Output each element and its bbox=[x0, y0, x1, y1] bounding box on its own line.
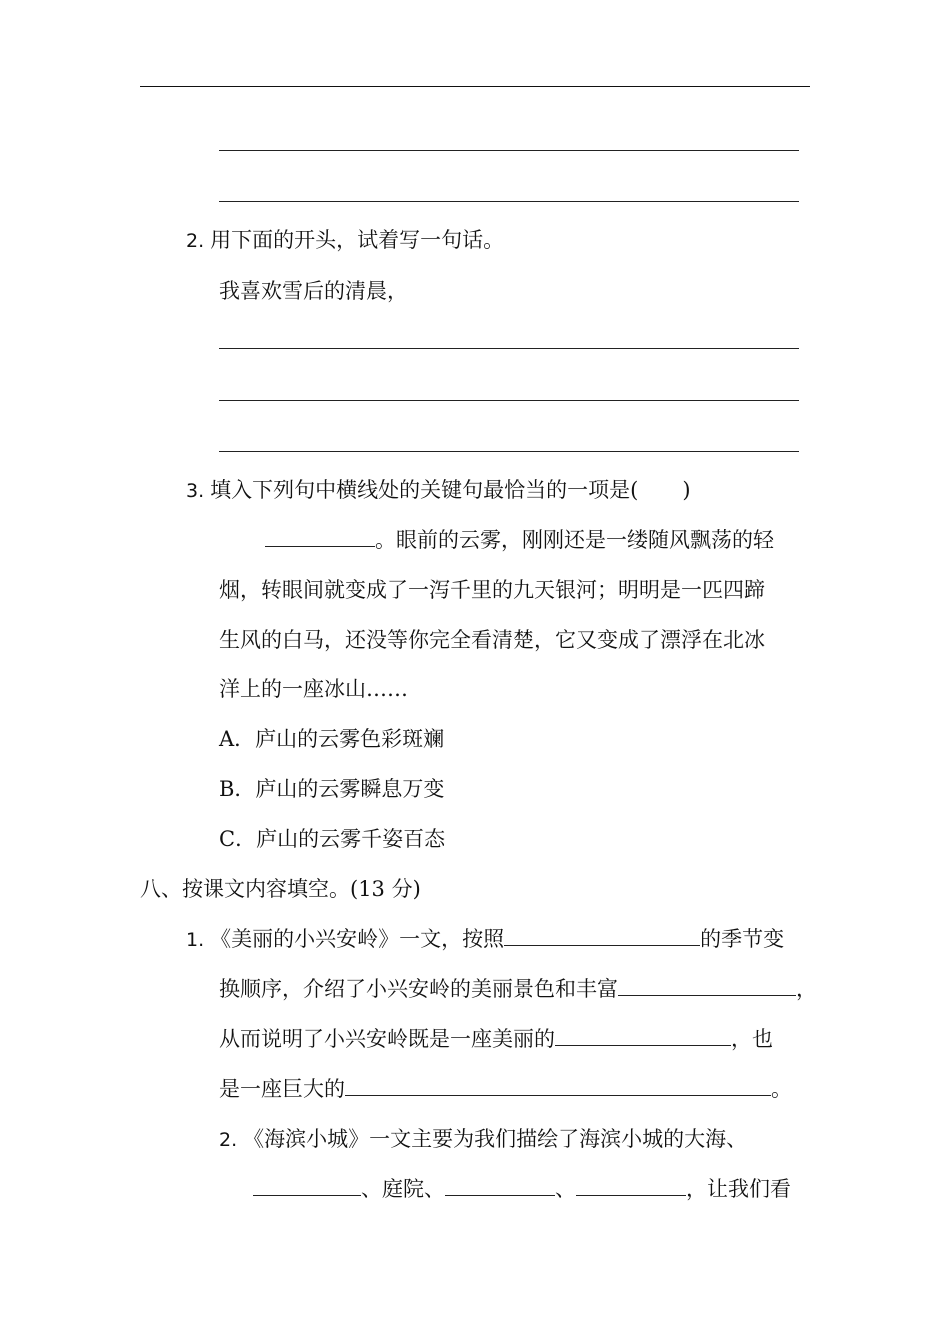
option-b[interactable]: B．庐山的云雾瞬息万变 bbox=[219, 777, 445, 801]
passage-text: 。眼前的云雾，刚刚还是一缕随风飘荡的轻 bbox=[375, 528, 774, 552]
fill-blank[interactable] bbox=[576, 1175, 686, 1196]
item-1-line-2 bbox=[219, 975, 817, 1003]
item-1-line-4 bbox=[219, 1075, 792, 1103]
item-text: 换顺序，介绍了小兴安岭的美丽景色和丰富 bbox=[219, 977, 618, 1001]
fill-blank[interactable] bbox=[618, 975, 796, 996]
passage-line: 生风的白马，还没等你完全看清楚，它又变成了漂浮在北冰 bbox=[219, 628, 765, 652]
question-number: 2. bbox=[219, 1129, 238, 1151]
item-1-line-3 bbox=[219, 1025, 773, 1053]
passage-line: 烟，转眼间就变成了一泻千里的九天银河；明明是一匹四蹄 bbox=[219, 578, 765, 602]
paren-close: ) bbox=[682, 478, 691, 502]
item-text: 《美丽的小兴安岭》一文，按照 bbox=[210, 927, 505, 951]
passage-line: 洋上的一座冰山…… bbox=[219, 677, 408, 701]
answer-line[interactable] bbox=[219, 348, 799, 349]
answer-line[interactable] bbox=[219, 201, 799, 202]
item-text: 、庭院、 bbox=[361, 1177, 445, 1201]
item-text: 《海滨小城》一文主要为我们描绘了海滨小城的大海、 bbox=[243, 1127, 748, 1151]
item-1-line-1 bbox=[186, 925, 784, 954]
section-heading: 八、按课文内容填空。(13 分) bbox=[140, 877, 421, 901]
fill-blank[interactable] bbox=[445, 1175, 555, 1196]
item-text: ， bbox=[796, 977, 817, 1001]
item-text: 是一座巨大的 bbox=[219, 1077, 345, 1101]
answer-line[interactable] bbox=[219, 150, 799, 151]
question-number: 1. bbox=[186, 929, 205, 951]
question-3 bbox=[186, 476, 691, 505]
answer-line[interactable] bbox=[219, 400, 799, 401]
fill-blank[interactable] bbox=[504, 925, 700, 946]
question-prompt: 填入下列句中横线处的关键句最恰当的一项是( bbox=[210, 478, 639, 502]
option-a[interactable]: A．庐山的云雾色彩斑斓 bbox=[219, 727, 445, 751]
fill-blank[interactable] bbox=[345, 1075, 771, 1096]
header-rule bbox=[140, 86, 810, 87]
item-text: 的季节变 bbox=[700, 927, 785, 951]
answer-line[interactable] bbox=[219, 451, 799, 452]
sentence-starter: 我喜欢雪后的清晨， bbox=[219, 279, 408, 303]
question-number: 3. bbox=[186, 480, 205, 502]
item-2-line-2 bbox=[253, 1175, 791, 1203]
fill-blank[interactable] bbox=[253, 1175, 361, 1196]
item-text: 。 bbox=[771, 1077, 792, 1101]
item-text: ，也 bbox=[731, 1027, 773, 1051]
item-text: ，让我们看 bbox=[686, 1177, 791, 1201]
question-prompt: 用下面的开头，试着写一句话。 bbox=[210, 228, 505, 252]
option-c[interactable]: C．庐山的云雾千姿百态 bbox=[219, 827, 446, 851]
question-2 bbox=[186, 226, 504, 255]
question-number: 2. bbox=[186, 230, 205, 252]
fill-blank[interactable] bbox=[555, 1025, 731, 1046]
item-text: 、 bbox=[555, 1177, 576, 1201]
fill-blank[interactable] bbox=[265, 526, 375, 547]
item-text: 从而说明了小兴安岭既是一座美丽的 bbox=[219, 1027, 555, 1051]
passage-line bbox=[265, 526, 774, 554]
item-2-line-1 bbox=[219, 1125, 747, 1154]
